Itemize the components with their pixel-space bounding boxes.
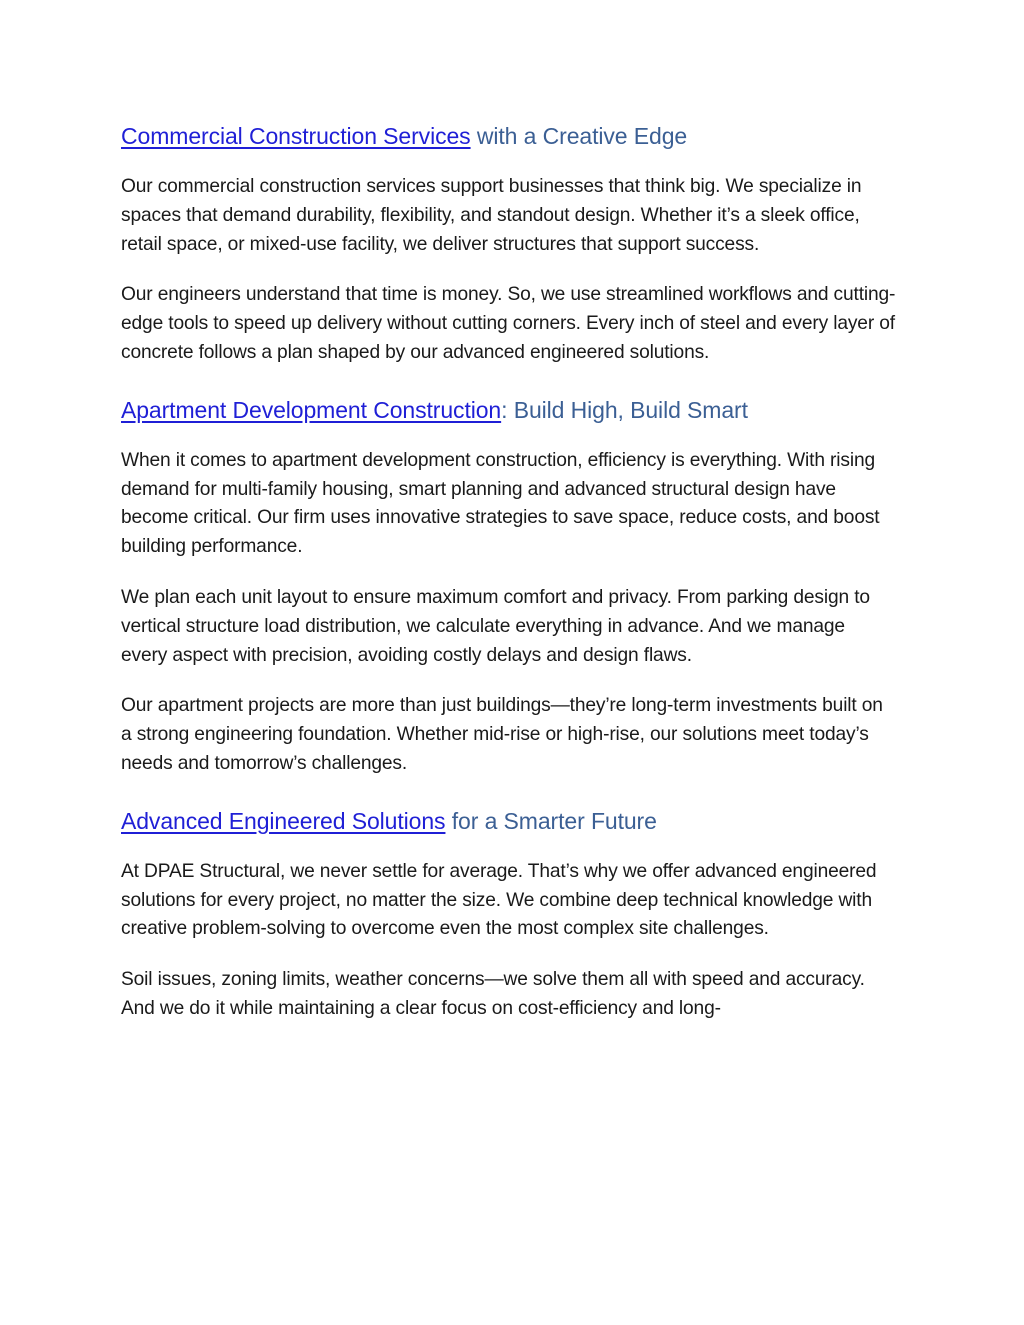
- heading-suffix: for a Smarter Future: [445, 807, 657, 834]
- section-commercial-construction: [121, 116, 896, 368]
- apartment-development-construction-link[interactable]: Apartment Development Construction: [121, 396, 502, 423]
- advanced-engineered-solutions-link[interactable]: Advanced Engineered Solutions: [121, 807, 446, 834]
- heading-suffix: : Build High, Build Smart: [501, 396, 748, 423]
- paragraph: We plan each unit layout to ensure maximum comfort and privacy. From parking design to vertical structure load distribution, we calculate everything in advance. And we manage every aspect with precision, avoiding costly delays and design flaws.: [121, 586, 870, 666]
- paragraph: Our apartment projects are more than just buildings—they’re long-term investments built on a strong engineering foundation. Whether mid-rise or high-rise, our solutions meet today’s needs and tomorrow’s challenges.: [121, 695, 883, 774]
- document-page: [121, 116, 896, 1046]
- paragraph: Soil issues, zoning limits, weather concerns—we solve them all with speed and accuracy. And we do it while maintaining a clear focus on cost-efficiency and long-: [121, 969, 865, 1019]
- section-heading: [121, 801, 896, 841]
- section-heading: [121, 390, 896, 430]
- paragraph: Our commercial construction services support businesses that think big. We specialize in spaces that demand durability, flexibility, and standout design. Whether it’s a sleek office, retail space, or mixed-use facility, we deliver structures that support success.: [121, 176, 862, 255]
- paragraph: Our engineers understand that time is money. So, we use streamlined workflows and cutting-edge tools to speed up delivery without cutting corners. Every inch of steel and every layer of concrete follows a plan shaped by our advanced engineered solutions.: [121, 284, 896, 363]
- section-apartment-development: [121, 390, 896, 779]
- section-heading: [121, 116, 896, 156]
- paragraph: At DPAE Structural, we never settle for average. That’s why we offer advanced engineered solutions for every project, no matter the size. We combine deep technical knowledge with creative problem-solving to overcome even the most complex site challenges.: [121, 860, 877, 940]
- heading-suffix: with a Creative Edge: [470, 123, 688, 149]
- commercial-construction-services-link[interactable]: Commercial Construction Services: [121, 123, 471, 149]
- paragraph: When it comes to apartment development construction, efficiency is everything. With rising demand for multi-family housing, smart planning and advanced structural design have become critical. Our firm uses innovative strategies to save space, reduce costs, and boost building performance.: [121, 449, 880, 558]
- section-advanced-engineered-solutions: [121, 801, 896, 1024]
